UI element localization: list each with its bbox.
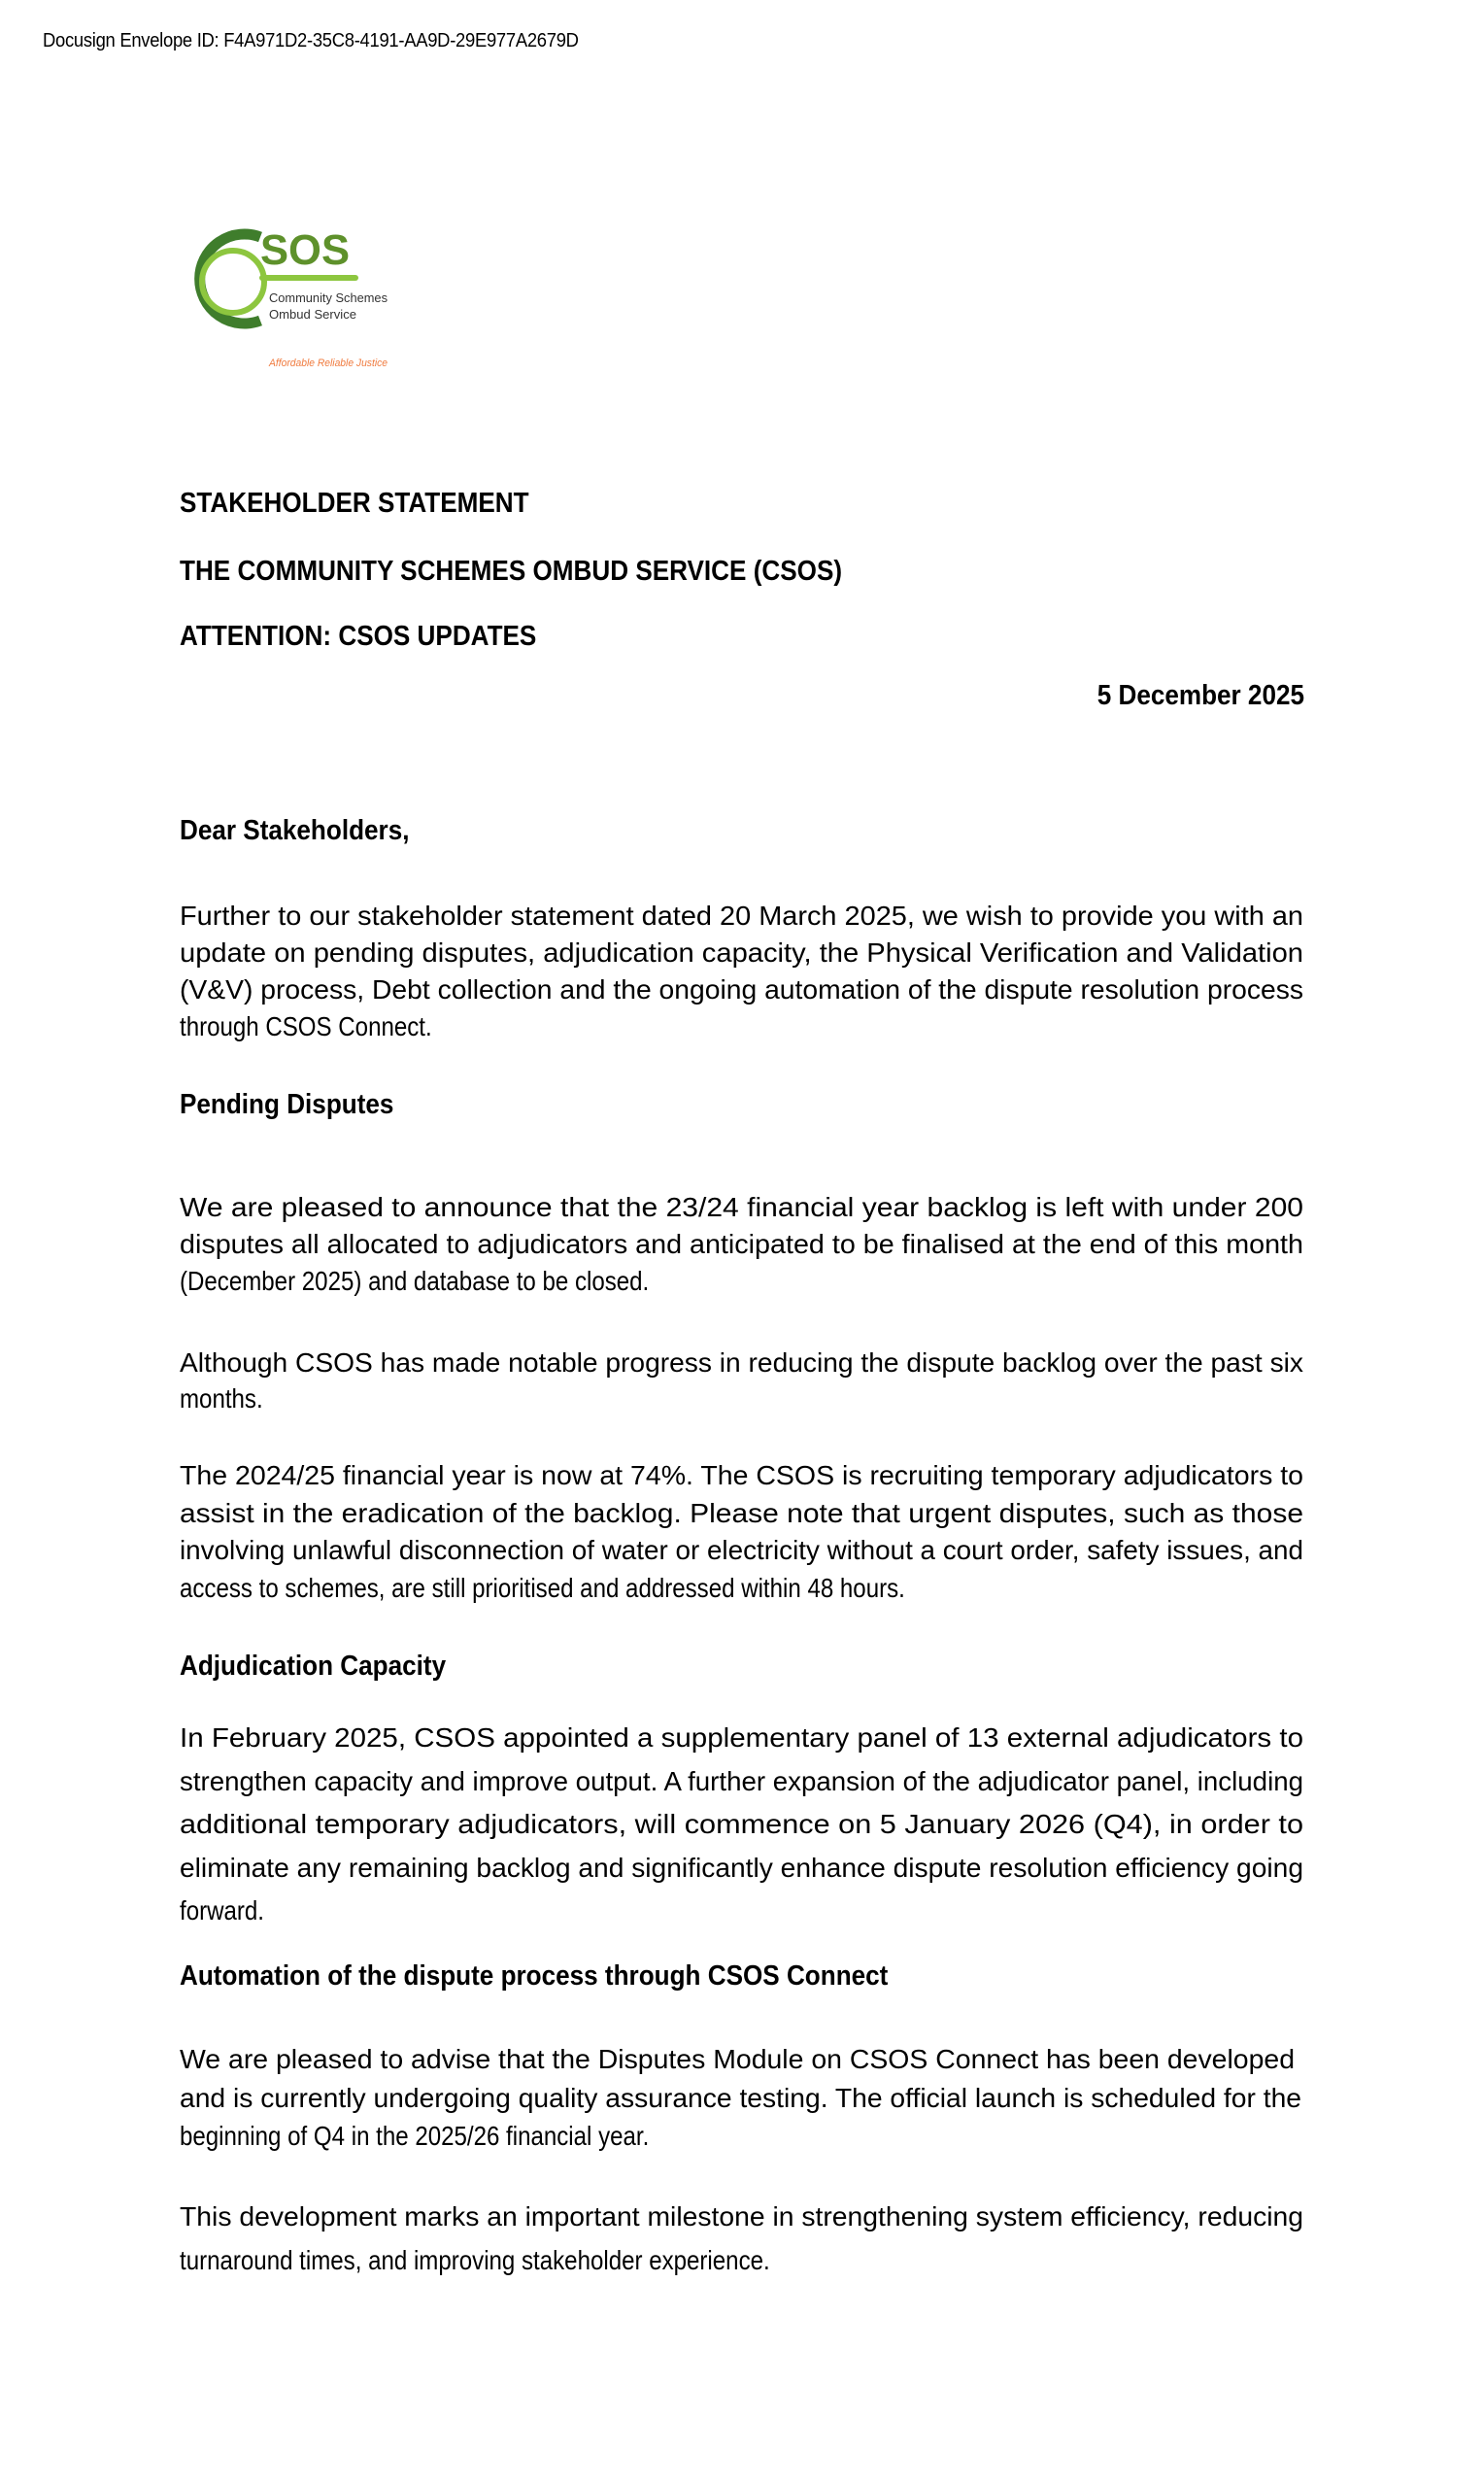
paragraph-line: and is currently undergoing quality assurance testing. The official launch is scheduled for the bbox=[180, 2082, 1301, 2113]
logo-wordmark: SOS bbox=[260, 226, 350, 274]
paragraph-line: through CSOS Connect. bbox=[180, 1011, 432, 1041]
document-date: 5 December 2025 bbox=[1096, 680, 1304, 711]
automation-paragraph-1 bbox=[180, 2040, 1303, 2156]
section-heading-adjudication-capacity: Adjudication Capacity bbox=[180, 1651, 447, 1682]
paragraph-line: additional temporary adjudicators, will commence on 5 January 2026 (Q4), in order to bbox=[180, 1809, 1303, 1839]
paragraph-line: Further to our stakeholder statement dated 20 March 2025, we wish to provide you with an bbox=[180, 901, 1303, 931]
logo-tagline: Affordable Reliable Justice bbox=[268, 358, 388, 369]
logo-name-line1: Community Schemes bbox=[269, 290, 388, 305]
section-heading-pending-disputes: Pending Disputes bbox=[180, 1089, 394, 1120]
envelope-id: Docusign Envelope ID: F4A971D2-35C8-4191-AA9D-29E977A2679D bbox=[43, 30, 579, 51]
intro-paragraph bbox=[180, 898, 1303, 1045]
paragraph-line: access to schemes, are still prioritised and addressed within 48 hours. bbox=[180, 1572, 905, 1603]
paragraph-line: turnaround times, and improving stakeholder experience. bbox=[180, 2245, 770, 2275]
paragraph-line: (December 2025) and database to be closed. bbox=[180, 1266, 650, 1296]
paragraph-line: The 2024/25 financial year is now at 74%. The CSOS is recruiting temporary adjudicators to bbox=[180, 1460, 1303, 1490]
paragraph-line: update on pending disputes, adjudication capacity, the Physical Verification and Validation bbox=[180, 937, 1303, 968]
paragraph-line: eliminate any remaining backlog and significantly enhance dispute resolution efficiency going bbox=[180, 1852, 1303, 1883]
organisation-heading: THE COMMUNITY SCHEMES OMBUD SERVICE (CSOS) bbox=[180, 556, 843, 587]
document-title: STAKEHOLDER STATEMENT bbox=[180, 488, 529, 519]
pending-paragraph-2 bbox=[180, 1345, 1303, 1416]
paragraph-line: beginning of Q4 in the 2025/26 financial year. bbox=[180, 2121, 650, 2151]
salutation: Dear Stakeholders, bbox=[180, 815, 410, 846]
section-heading-automation: Automation of the dispute process through CSOS Connect bbox=[180, 1960, 889, 1992]
paragraph-line: involving unlawful disconnection of water or electricity without a court order, safety issues, and bbox=[180, 1535, 1303, 1565]
paragraph-line: forward. bbox=[180, 1895, 264, 1925]
paragraph-line: We are pleased to advise that the Disputes Module on CSOS Connect has been developed bbox=[180, 2044, 1295, 2074]
paragraph-line: assist in the eradication of the backlog. Please note that urgent disputes, such as those bbox=[180, 1497, 1303, 1528]
pending-paragraph-1 bbox=[180, 1189, 1303, 1300]
csos-logo bbox=[175, 214, 408, 379]
csos-logo-icon bbox=[175, 214, 408, 379]
paragraph-line: (V&V) process, Debt collection and the ongoing automation of the dispute resolution process bbox=[180, 974, 1303, 1005]
paragraph-line: disputes all allocated to adjudicators and anticipated to be finalised at the end of this month bbox=[180, 1229, 1303, 1259]
paragraph-line: strengthen capacity and improve output. A further expansion of the adjudicator panel, including bbox=[180, 1765, 1303, 1796]
capacity-paragraph bbox=[180, 1717, 1303, 1933]
paragraph-line: We are pleased to announce that the 23/24 financial year backlog is left with under 200 bbox=[180, 1192, 1303, 1222]
attention-heading: ATTENTION: CSOS UPDATES bbox=[180, 621, 537, 652]
paragraph-line: Although CSOS has made notable progress in reducing the dispute backlog over the past six bbox=[180, 1347, 1303, 1378]
paragraph-line: In February 2025, CSOS appointed a supplementary panel of 13 external adjudicators to bbox=[180, 1722, 1303, 1753]
paragraph-line: months. bbox=[180, 1383, 263, 1414]
automation-paragraph-2 bbox=[180, 2195, 1303, 2282]
pending-paragraph-3 bbox=[180, 1457, 1303, 1607]
paragraph-line: This development marks an important milestone in strengthening system efficiency, reducing bbox=[180, 2201, 1303, 2231]
logo-name-line2: Ombud Service bbox=[269, 307, 356, 322]
